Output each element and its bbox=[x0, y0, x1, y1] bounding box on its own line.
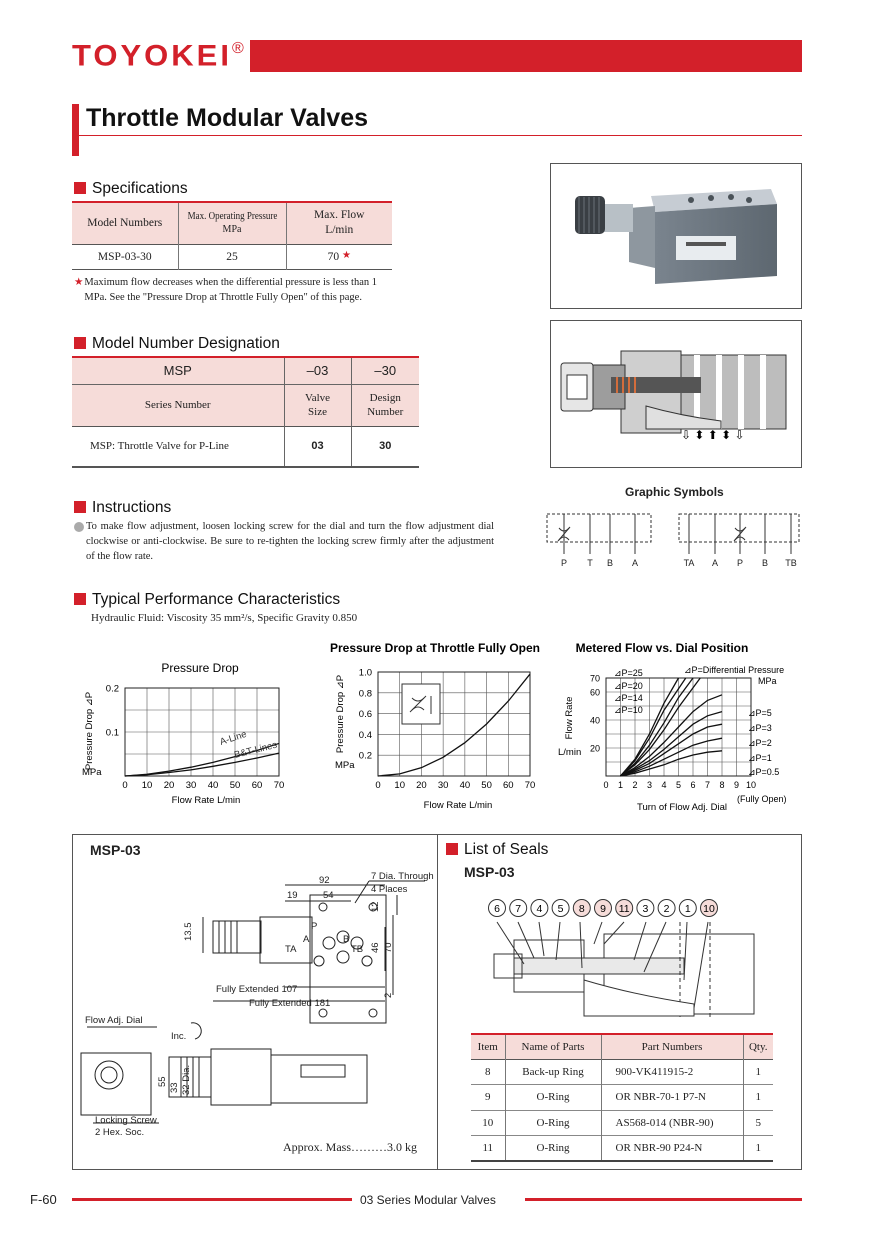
dim-label: 4 Places bbox=[371, 884, 408, 895]
x-tick-label: 0 bbox=[603, 780, 609, 790]
x-tick-label: 10 bbox=[745, 780, 757, 790]
chart-title: Pressure Drop bbox=[161, 661, 239, 675]
x-tick-label: 7 bbox=[704, 780, 711, 790]
balloon-number: 8 bbox=[578, 903, 585, 915]
designation-code-size: –03 bbox=[284, 357, 351, 384]
port-label: B bbox=[761, 558, 769, 568]
brand-logo-text: TOYOKEI bbox=[72, 38, 232, 73]
dim-label: 2 bbox=[383, 992, 394, 998]
spec-header-flow bbox=[286, 202, 392, 244]
designation-heading-text: Model Number Designation bbox=[92, 335, 280, 352]
footer-series: 03 Series Modular Valves bbox=[360, 1193, 496, 1207]
seal-item: 9 bbox=[471, 1085, 505, 1111]
dimension-drawing bbox=[73, 865, 435, 1135]
y-axis-unit: MPa bbox=[82, 767, 102, 778]
x-axis-label: Turn of Flow Adj. Dial bbox=[637, 802, 727, 813]
port-label: P bbox=[736, 558, 744, 568]
instructions-heading-text: Instructions bbox=[92, 499, 172, 516]
legend-unit: MPa bbox=[758, 676, 777, 686]
designation-label-series: Series Number bbox=[72, 384, 284, 426]
dim-label: Fully Extended 107 bbox=[216, 984, 298, 995]
footer-rule-right bbox=[525, 1198, 802, 1201]
x-tick-label: 0 bbox=[375, 780, 381, 791]
series-legend: ⊿P=3 bbox=[748, 723, 772, 733]
pressure-drop-fully-open-chart bbox=[318, 638, 560, 810]
designation-label-size: Valve Size bbox=[284, 384, 351, 426]
x-tick-label: 70 bbox=[524, 780, 536, 791]
seal-row bbox=[471, 1059, 773, 1085]
spec-header-flow-unit: L/min bbox=[325, 224, 354, 237]
x-tick-label: 40 bbox=[459, 780, 471, 791]
y-axis-label: Pressure Drop ⊿P bbox=[84, 691, 95, 771]
y-tick-label: 0.6 bbox=[358, 709, 372, 721]
x-tick-label: 8 bbox=[719, 780, 725, 790]
series-legend: ⊿P=2 bbox=[748, 738, 772, 748]
y-tick-label: 70 bbox=[589, 673, 600, 684]
series-legend: ⊿P=5 bbox=[748, 708, 772, 718]
instructions-text bbox=[74, 519, 494, 564]
approx-mass: Approx. Mass………3.0 kg bbox=[283, 1140, 417, 1154]
specifications-table bbox=[72, 201, 392, 270]
x-tick-label: 0 bbox=[122, 780, 128, 791]
seal-name: O-Ring bbox=[505, 1136, 601, 1162]
port-label: B bbox=[343, 934, 350, 945]
spec-header-model: Model Numbers bbox=[72, 202, 178, 244]
port-label: A bbox=[711, 558, 719, 568]
graphic-symbols bbox=[543, 508, 805, 574]
seal-row bbox=[471, 1136, 773, 1162]
heading-marker bbox=[74, 337, 86, 349]
x-tick-label: 10 bbox=[394, 780, 406, 791]
title-rule bbox=[79, 135, 802, 136]
balloon-number: 4 bbox=[536, 903, 543, 915]
footer-rule-left bbox=[72, 1198, 352, 1201]
dim-label: Fully Extended 181 bbox=[249, 998, 331, 1009]
seal-row bbox=[471, 1085, 773, 1111]
y-tick-label: 40 bbox=[589, 715, 600, 726]
port-label: A bbox=[303, 934, 310, 945]
dim-label: 92 bbox=[319, 875, 330, 886]
seal-item: 10 bbox=[471, 1110, 505, 1136]
port-label: TA bbox=[285, 944, 297, 955]
seal-name: O-Ring bbox=[505, 1085, 601, 1111]
x-tick-label: 4 bbox=[661, 780, 667, 790]
series-label: A-Line bbox=[218, 728, 249, 748]
seals-heading-text: List of Seals bbox=[464, 841, 549, 858]
fluid-note: Hydraulic Fluid: Viscosity 35 mm²/s, Specific Gravity 0.850 bbox=[91, 612, 358, 624]
designation-heading bbox=[74, 335, 280, 353]
x-tick-label: 5 bbox=[675, 780, 682, 790]
brand-logo bbox=[70, 40, 250, 72]
x-tick-label: 20 bbox=[416, 780, 427, 791]
spec-note-text: Maximum flow decreases when the differential pressure is less than 1 MPa. See the "Pressure Drop at Throttle Fully Open" of this page. bbox=[84, 277, 377, 303]
x-tick-label: 20 bbox=[163, 780, 175, 791]
seal-name: Back-up Ring bbox=[505, 1059, 601, 1085]
x-tick-label: 30 bbox=[437, 780, 449, 791]
y-tick-label: 60 bbox=[589, 687, 600, 698]
y-tick-label: 0.2 bbox=[358, 750, 372, 762]
port-label: TB bbox=[785, 558, 797, 568]
seal-qty: 1 bbox=[755, 1142, 761, 1154]
heading-marker bbox=[74, 501, 86, 513]
x-tick-label: 40 bbox=[207, 780, 219, 791]
designation-value-design: 30 bbox=[379, 440, 392, 453]
seal-qty: 5 bbox=[755, 1116, 761, 1129]
y-axis-label: Pressure Drop ⊿P bbox=[335, 674, 346, 754]
x-tick-label: 6 bbox=[690, 780, 696, 790]
legend-note: ⊿P=Differential Pressure bbox=[684, 665, 785, 675]
x-tick-label: 9 bbox=[733, 780, 740, 790]
port-label: TA bbox=[683, 558, 695, 568]
balloon-number: 11 bbox=[618, 903, 630, 915]
balloon-number: 9 bbox=[600, 903, 606, 915]
y-tick-label: 0.1 bbox=[105, 727, 119, 739]
port-label: TB bbox=[351, 944, 364, 955]
seal-qty: 1 bbox=[755, 1091, 761, 1104]
x-tick-label: 50 bbox=[229, 780, 241, 791]
balloon-number: 10 bbox=[703, 903, 715, 915]
designation-value-size: 03 bbox=[284, 426, 351, 467]
x-tick-label: 50 bbox=[481, 780, 492, 791]
x-axis-label: Flow Rate L/min bbox=[423, 800, 493, 810]
port-label: B bbox=[606, 558, 614, 568]
instructions-body: To make flow adjustment, loosen locking screw for the dial and turn the flow adjustment dial clockwise or anti-clockwise. Be sure to re-tighten the locking screw firmly after the adjustment of the flow rate. bbox=[86, 521, 494, 562]
cutaway-drawing bbox=[550, 320, 802, 468]
seal-part: 900-VK411915-2 bbox=[601, 1059, 743, 1085]
dim-label: 55 bbox=[157, 1076, 168, 1087]
star-icon: ★ bbox=[341, 250, 351, 261]
balloon-number: 6 bbox=[494, 903, 500, 915]
spec-cell-model: MSP-03-30 bbox=[72, 244, 178, 269]
seal-row bbox=[471, 1110, 773, 1136]
balloon-number: 7 bbox=[515, 903, 522, 915]
heading-marker bbox=[446, 843, 458, 855]
y-tick-label: 0.2 bbox=[105, 683, 119, 695]
seal-qty: 1 bbox=[755, 1065, 761, 1078]
y-tick-label: 20 bbox=[589, 743, 600, 754]
seals-header-qty: Qty. bbox=[748, 1040, 768, 1053]
x-tick-label: 3 bbox=[646, 780, 653, 790]
pressure-drop-chart bbox=[78, 655, 306, 810]
seal-section-drawing bbox=[484, 920, 756, 1020]
series-legend: ⊿P=25 bbox=[614, 668, 643, 678]
registered-mark: ® bbox=[231, 40, 244, 57]
spec-cell-flow-value: 70 bbox=[327, 251, 340, 263]
x-tick-label: 70 bbox=[273, 780, 285, 791]
designation-code-series: MSP bbox=[72, 357, 284, 384]
x-axis-label: Flow Rate L/min bbox=[171, 795, 241, 806]
dim-label: 32 Dia. bbox=[181, 1064, 192, 1095]
bullet-icon bbox=[74, 522, 84, 532]
seal-part: OR NBR-70-1 P7-N bbox=[601, 1085, 743, 1111]
balloon-number: 2 bbox=[663, 903, 670, 915]
series-legend: ⊿P=1 bbox=[748, 753, 772, 763]
x-tick-label: 30 bbox=[185, 780, 197, 791]
dim-label: 7 Dia. Through bbox=[371, 871, 434, 882]
spec-header-pressure-label: Max. Operating Pressure bbox=[187, 210, 277, 222]
dim-label: Locking Screw bbox=[95, 1115, 157, 1126]
balloon-number: 5 bbox=[557, 903, 564, 915]
metered-flow-chart bbox=[552, 638, 802, 816]
spec-header-pressure bbox=[178, 202, 286, 244]
panel-divider bbox=[437, 834, 438, 1170]
dim-label: 46 bbox=[370, 942, 381, 953]
balloon-number: 1 bbox=[684, 903, 691, 915]
series-legend: ⊿P=14 bbox=[614, 693, 643, 703]
plot-frame bbox=[378, 672, 530, 776]
specifications-heading bbox=[74, 180, 188, 198]
designation-code-design: –30 bbox=[351, 357, 419, 384]
port-label: T bbox=[587, 558, 593, 568]
x-tick-label: 10 bbox=[141, 780, 153, 791]
x-tick-label: 2 bbox=[632, 780, 638, 790]
svg-text:⇩ ⬍ ⬆ ⬍ ⇩: ⇩ ⬍ ⬆ ⬍ ⇩ bbox=[681, 428, 745, 442]
performance-heading-text: Typical Performance Characteristics bbox=[92, 591, 341, 608]
series-label: B&T-Lines bbox=[233, 739, 279, 761]
spec-cell-flow bbox=[286, 244, 392, 269]
port-label: P bbox=[560, 558, 568, 568]
seal-balloons bbox=[484, 896, 724, 920]
spec-header-pressure-unit: MPa bbox=[222, 224, 242, 236]
seals-heading bbox=[446, 841, 548, 859]
dim-label: 12 bbox=[370, 901, 381, 912]
dim-label: 33 bbox=[169, 1082, 180, 1093]
x-axis-note: (Fully Open) bbox=[737, 794, 787, 804]
designation-value-series: MSP: Throttle Valve for P-Line bbox=[72, 426, 284, 467]
seal-item: 11 bbox=[471, 1136, 505, 1162]
x-tick-label: 60 bbox=[502, 780, 514, 791]
port-label: P bbox=[311, 921, 318, 932]
product-photo bbox=[550, 163, 802, 309]
y-tick-label: 1.0 bbox=[358, 667, 372, 679]
heading-marker bbox=[74, 182, 86, 194]
series-line bbox=[378, 674, 530, 776]
dim-label: 54 bbox=[323, 890, 334, 901]
y-tick-label: 0.8 bbox=[358, 688, 372, 700]
seals-model: MSP-03 bbox=[464, 864, 515, 880]
dimensions-title: MSP-03 bbox=[90, 842, 141, 858]
designation-table bbox=[72, 356, 419, 468]
title-accent bbox=[72, 104, 79, 156]
dim-label: 70 bbox=[383, 942, 394, 953]
cutaway-svg bbox=[551, 321, 801, 467]
chart-title: Pressure Drop at Throttle Fully Open bbox=[329, 641, 541, 655]
y-axis-unit: MPa bbox=[335, 760, 355, 771]
port-label: A bbox=[631, 558, 639, 568]
dim-label: 2 Hex. Soc. bbox=[95, 1127, 145, 1135]
instructions-heading bbox=[74, 499, 171, 517]
seals-header-part: Part Numbers bbox=[601, 1034, 743, 1059]
seal-part: OR NBR-90 P24-N bbox=[601, 1136, 743, 1162]
specifications-heading-text: Specifications bbox=[92, 180, 188, 197]
graphic-symbols-heading: Graphic Symbols bbox=[625, 485, 724, 499]
seal-part: AS568-014 (NBR-90) bbox=[601, 1110, 743, 1136]
page-number: F-60 bbox=[30, 1192, 57, 1207]
x-tick-label: 60 bbox=[251, 780, 263, 791]
spec-cell-pressure: 25 bbox=[178, 244, 286, 269]
seal-item: 8 bbox=[471, 1059, 505, 1085]
dim-label: 13.5 bbox=[183, 922, 194, 941]
balloon-number: 3 bbox=[642, 903, 649, 915]
seals-header-name: Name of Parts bbox=[505, 1034, 601, 1059]
series-legend: ⊿P=10 bbox=[614, 705, 643, 715]
seal-name: O-Ring bbox=[505, 1110, 601, 1136]
seals-table bbox=[471, 1033, 773, 1162]
chart-title: Metered Flow vs. Dial Position bbox=[575, 641, 749, 655]
page-title: Throttle Modular Valves bbox=[86, 104, 369, 132]
spec-header-flow-label: Max. Flow bbox=[314, 208, 365, 221]
dim-label: Flow Adj. Dial bbox=[85, 1015, 143, 1026]
dim-label: 19 bbox=[287, 890, 298, 901]
series-legend: ⊿P=20 bbox=[614, 681, 643, 691]
performance-heading bbox=[74, 591, 340, 609]
y-axis-label: Flow Rate bbox=[564, 696, 575, 740]
x-tick-label: 1 bbox=[617, 780, 624, 790]
spec-note bbox=[74, 275, 392, 305]
star-icon: ★ bbox=[74, 277, 84, 288]
y-axis-unit: L/min bbox=[558, 747, 582, 758]
heading-marker bbox=[74, 593, 86, 605]
product-photo-drawing bbox=[551, 164, 801, 308]
designation-label-design: Design Number bbox=[367, 391, 404, 418]
y-tick-label: 0.4 bbox=[358, 729, 372, 741]
throttle-symbol-box bbox=[402, 684, 440, 724]
series-legend: ⊿P=0.5 bbox=[748, 767, 780, 777]
dim-label: Inc. bbox=[171, 1031, 187, 1042]
seals-header-item: Item bbox=[471, 1034, 505, 1059]
